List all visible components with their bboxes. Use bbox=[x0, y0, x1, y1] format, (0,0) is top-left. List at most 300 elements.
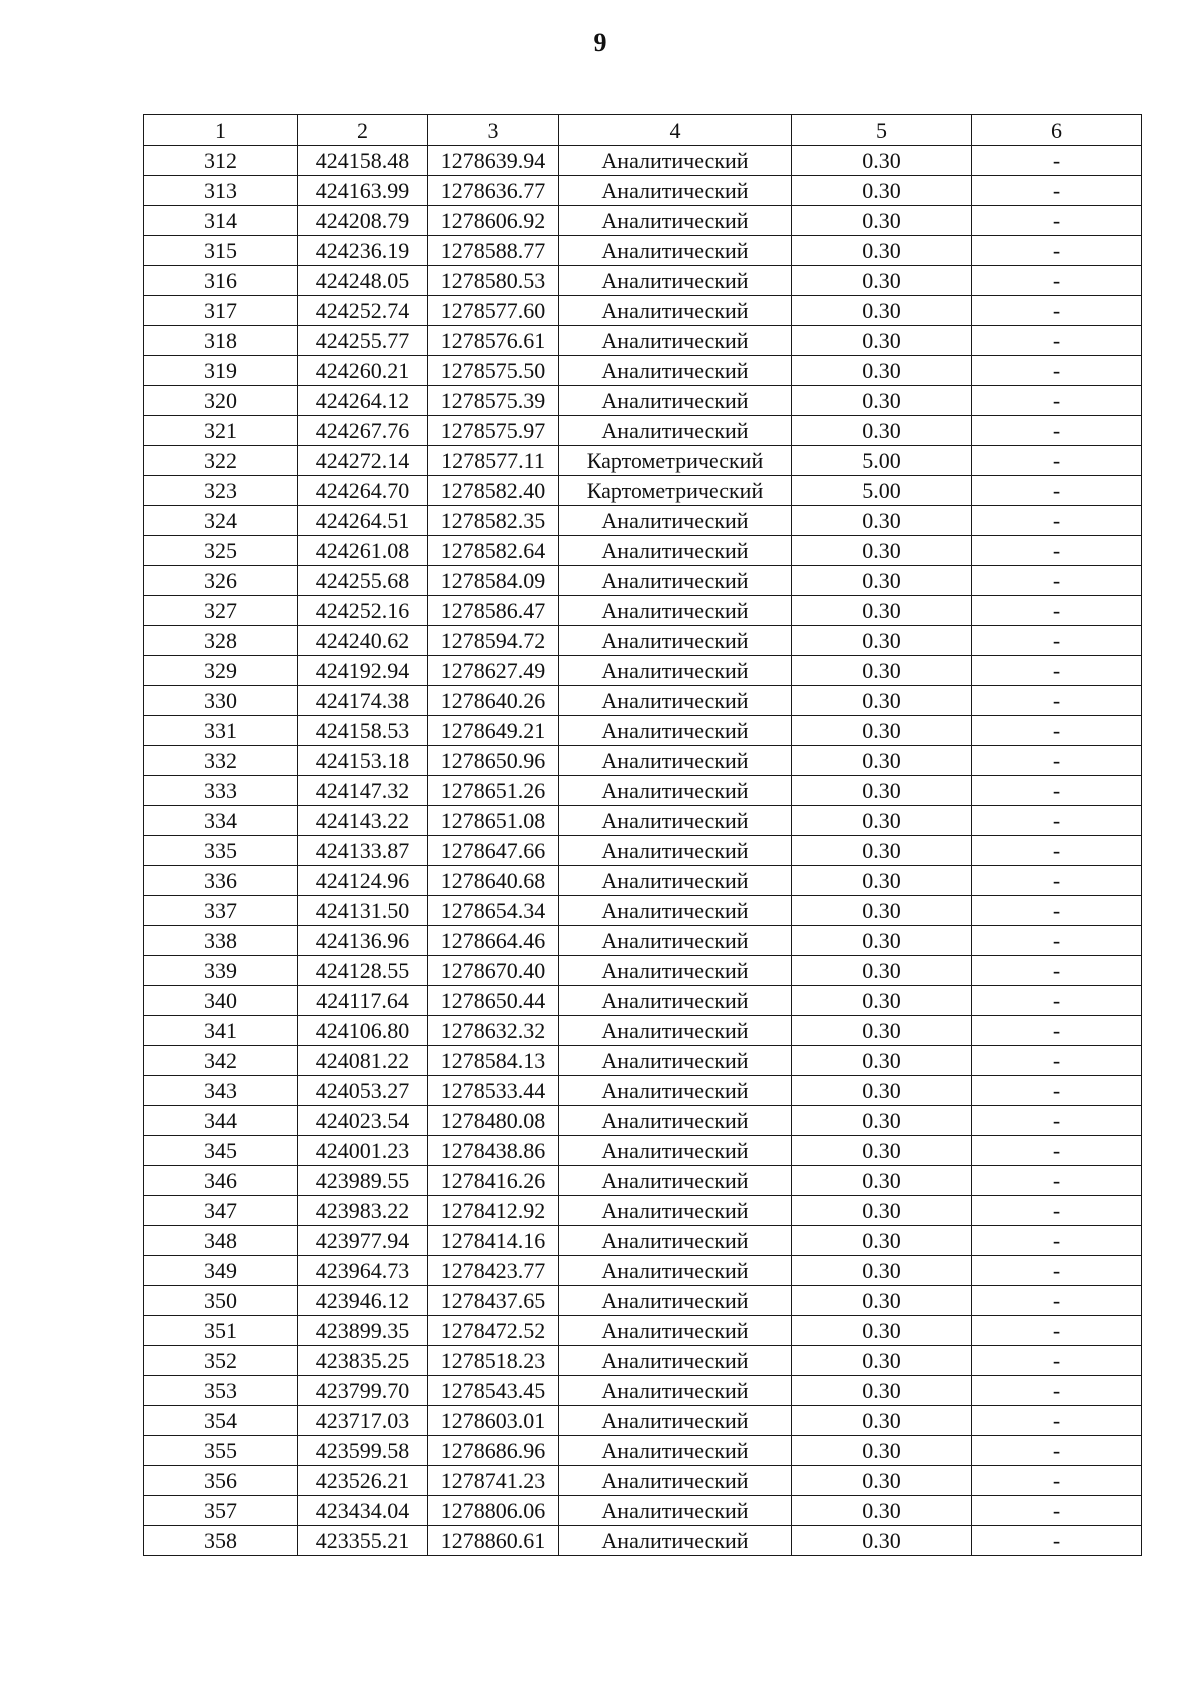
y-coordinate-cell: 1278580.53 bbox=[428, 266, 559, 296]
x-coordinate-cell: 424124.96 bbox=[298, 866, 428, 896]
point-number-cell: 316 bbox=[144, 266, 298, 296]
point-number-cell: 345 bbox=[144, 1136, 298, 1166]
note-cell: - bbox=[972, 356, 1142, 386]
method-cell: Аналитический bbox=[559, 356, 792, 386]
x-coordinate-cell: 423526.21 bbox=[298, 1466, 428, 1496]
note-cell: - bbox=[972, 1376, 1142, 1406]
point-number-cell: 346 bbox=[144, 1166, 298, 1196]
y-coordinate-cell: 1278860.61 bbox=[428, 1526, 559, 1556]
accuracy-cell: 0.30 bbox=[792, 866, 972, 896]
note-cell: - bbox=[972, 446, 1142, 476]
table-row bbox=[144, 626, 1142, 656]
method-cell: Аналитический bbox=[559, 1496, 792, 1526]
x-coordinate-cell: 424264.51 bbox=[298, 506, 428, 536]
point-number-cell: 335 bbox=[144, 836, 298, 866]
x-coordinate-cell: 424133.87 bbox=[298, 836, 428, 866]
y-coordinate-cell: 1278647.66 bbox=[428, 836, 559, 866]
point-number-cell: 358 bbox=[144, 1526, 298, 1556]
method-cell: Картометрический bbox=[559, 446, 792, 476]
y-coordinate-cell: 1278575.97 bbox=[428, 416, 559, 446]
note-cell: - bbox=[972, 566, 1142, 596]
accuracy-cell: 0.30 bbox=[792, 1256, 972, 1286]
table-row bbox=[144, 776, 1142, 806]
accuracy-cell: 0.30 bbox=[792, 506, 972, 536]
table-row bbox=[144, 1406, 1142, 1436]
point-number-cell: 354 bbox=[144, 1406, 298, 1436]
point-number-cell: 342 bbox=[144, 1046, 298, 1076]
y-coordinate-cell: 1278636.77 bbox=[428, 176, 559, 206]
y-coordinate-cell: 1278594.72 bbox=[428, 626, 559, 656]
accuracy-cell: 0.30 bbox=[792, 1016, 972, 1046]
accuracy-cell: 0.30 bbox=[792, 746, 972, 776]
y-coordinate-cell: 1278586.47 bbox=[428, 596, 559, 626]
x-coordinate-cell: 423434.04 bbox=[298, 1496, 428, 1526]
x-coordinate-cell: 424023.54 bbox=[298, 1106, 428, 1136]
accuracy-cell: 0.30 bbox=[792, 236, 972, 266]
point-number-cell: 348 bbox=[144, 1226, 298, 1256]
y-coordinate-cell: 1278480.08 bbox=[428, 1106, 559, 1136]
method-cell: Аналитический bbox=[559, 596, 792, 626]
y-coordinate-cell: 1278651.08 bbox=[428, 806, 559, 836]
note-cell: - bbox=[972, 1496, 1142, 1526]
table-row bbox=[144, 506, 1142, 536]
y-coordinate-cell: 1278686.96 bbox=[428, 1436, 559, 1466]
y-coordinate-cell: 1278632.32 bbox=[428, 1016, 559, 1046]
method-cell: Аналитический bbox=[559, 956, 792, 986]
point-number-cell: 334 bbox=[144, 806, 298, 836]
point-number-cell: 344 bbox=[144, 1106, 298, 1136]
accuracy-cell: 0.30 bbox=[792, 1106, 972, 1136]
accuracy-cell: 0.30 bbox=[792, 206, 972, 236]
method-cell: Аналитический bbox=[559, 326, 792, 356]
table-row bbox=[144, 206, 1142, 236]
x-coordinate-cell: 424136.96 bbox=[298, 926, 428, 956]
table-row bbox=[144, 1256, 1142, 1286]
point-number-cell: 331 bbox=[144, 716, 298, 746]
point-number-cell: 321 bbox=[144, 416, 298, 446]
method-cell: Аналитический bbox=[559, 836, 792, 866]
accuracy-cell: 0.30 bbox=[792, 626, 972, 656]
method-cell: Аналитический bbox=[559, 1346, 792, 1376]
note-cell: - bbox=[972, 656, 1142, 686]
note-cell: - bbox=[972, 866, 1142, 896]
point-number-cell: 319 bbox=[144, 356, 298, 386]
table-row bbox=[144, 1136, 1142, 1166]
note-cell: - bbox=[972, 1526, 1142, 1556]
x-coordinate-cell: 424158.53 bbox=[298, 716, 428, 746]
method-cell: Аналитический bbox=[559, 1316, 792, 1346]
y-coordinate-cell: 1278472.52 bbox=[428, 1316, 559, 1346]
accuracy-cell: 0.30 bbox=[792, 1166, 972, 1196]
point-number-cell: 320 bbox=[144, 386, 298, 416]
y-coordinate-cell: 1278582.40 bbox=[428, 476, 559, 506]
y-coordinate-cell: 1278437.65 bbox=[428, 1286, 559, 1316]
note-cell: - bbox=[972, 326, 1142, 356]
accuracy-cell: 0.30 bbox=[792, 296, 972, 326]
note-cell: - bbox=[972, 1046, 1142, 1076]
table-row bbox=[144, 1106, 1142, 1136]
method-cell: Аналитический bbox=[559, 1376, 792, 1406]
method-cell: Аналитический bbox=[559, 506, 792, 536]
table-row bbox=[144, 746, 1142, 776]
header-cell-5: 5 bbox=[792, 115, 972, 146]
table-row bbox=[144, 476, 1142, 506]
note-cell: - bbox=[972, 146, 1142, 176]
note-cell: - bbox=[972, 1076, 1142, 1106]
note-cell: - bbox=[972, 776, 1142, 806]
method-cell: Аналитический bbox=[559, 416, 792, 446]
y-coordinate-cell: 1278416.26 bbox=[428, 1166, 559, 1196]
note-cell: - bbox=[972, 1196, 1142, 1226]
method-cell: Аналитический bbox=[559, 146, 792, 176]
note-cell: - bbox=[972, 386, 1142, 416]
accuracy-cell: 0.30 bbox=[792, 566, 972, 596]
point-number-cell: 350 bbox=[144, 1286, 298, 1316]
table-row bbox=[144, 1286, 1142, 1316]
method-cell: Аналитический bbox=[559, 1136, 792, 1166]
x-coordinate-cell: 424264.12 bbox=[298, 386, 428, 416]
method-cell: Аналитический bbox=[559, 296, 792, 326]
point-number-cell: 328 bbox=[144, 626, 298, 656]
note-cell: - bbox=[972, 1016, 1142, 1046]
method-cell: Аналитический bbox=[559, 566, 792, 596]
point-number-cell: 343 bbox=[144, 1076, 298, 1106]
x-coordinate-cell: 423835.25 bbox=[298, 1346, 428, 1376]
accuracy-cell: 5.00 bbox=[792, 476, 972, 506]
method-cell: Аналитический bbox=[559, 746, 792, 776]
table-row bbox=[144, 896, 1142, 926]
accuracy-cell: 0.30 bbox=[792, 656, 972, 686]
method-cell: Аналитический bbox=[559, 926, 792, 956]
table-row bbox=[144, 686, 1142, 716]
y-coordinate-cell: 1278606.92 bbox=[428, 206, 559, 236]
note-cell: - bbox=[972, 686, 1142, 716]
accuracy-cell: 0.30 bbox=[792, 1196, 972, 1226]
table-row bbox=[144, 416, 1142, 446]
y-coordinate-cell: 1278575.39 bbox=[428, 386, 559, 416]
method-cell: Аналитический bbox=[559, 176, 792, 206]
point-number-cell: 347 bbox=[144, 1196, 298, 1226]
table-row bbox=[144, 1436, 1142, 1466]
table-row bbox=[144, 566, 1142, 596]
y-coordinate-cell: 1278588.77 bbox=[428, 236, 559, 266]
note-cell: - bbox=[972, 266, 1142, 296]
table-row bbox=[144, 146, 1142, 176]
accuracy-cell: 0.30 bbox=[792, 146, 972, 176]
note-cell: - bbox=[972, 536, 1142, 566]
table-row bbox=[144, 1496, 1142, 1526]
note-cell: - bbox=[972, 236, 1142, 266]
header-cell-3: 3 bbox=[428, 115, 559, 146]
note-cell: - bbox=[972, 1316, 1142, 1346]
note-cell: - bbox=[972, 926, 1142, 956]
header-cell-1: 1 bbox=[144, 115, 298, 146]
x-coordinate-cell: 423899.35 bbox=[298, 1316, 428, 1346]
method-cell: Аналитический bbox=[559, 1436, 792, 1466]
accuracy-cell: 0.30 bbox=[792, 1436, 972, 1466]
y-coordinate-cell: 1278670.40 bbox=[428, 956, 559, 986]
x-coordinate-cell: 424264.70 bbox=[298, 476, 428, 506]
method-cell: Аналитический bbox=[559, 1016, 792, 1046]
x-coordinate-cell: 424255.77 bbox=[298, 326, 428, 356]
y-coordinate-cell: 1278438.86 bbox=[428, 1136, 559, 1166]
note-cell: - bbox=[972, 956, 1142, 986]
table-row bbox=[144, 806, 1142, 836]
y-coordinate-cell: 1278603.01 bbox=[428, 1406, 559, 1436]
y-coordinate-cell: 1278414.16 bbox=[428, 1226, 559, 1256]
point-number-cell: 322 bbox=[144, 446, 298, 476]
point-number-cell: 352 bbox=[144, 1346, 298, 1376]
accuracy-cell: 0.30 bbox=[792, 716, 972, 746]
accuracy-cell: 0.30 bbox=[792, 1076, 972, 1106]
y-coordinate-cell: 1278575.50 bbox=[428, 356, 559, 386]
x-coordinate-cell: 424106.80 bbox=[298, 1016, 428, 1046]
y-coordinate-cell: 1278412.92 bbox=[428, 1196, 559, 1226]
y-coordinate-cell: 1278584.13 bbox=[428, 1046, 559, 1076]
x-coordinate-cell: 424252.74 bbox=[298, 296, 428, 326]
x-coordinate-cell: 424081.22 bbox=[298, 1046, 428, 1076]
table-row bbox=[144, 1526, 1142, 1556]
method-cell: Аналитический bbox=[559, 776, 792, 806]
method-cell: Аналитический bbox=[559, 716, 792, 746]
point-number-cell: 318 bbox=[144, 326, 298, 356]
accuracy-cell: 0.30 bbox=[792, 1286, 972, 1316]
y-coordinate-cell: 1278423.77 bbox=[428, 1256, 559, 1286]
x-coordinate-cell: 424240.62 bbox=[298, 626, 428, 656]
x-coordinate-cell: 424267.76 bbox=[298, 416, 428, 446]
method-cell: Аналитический bbox=[559, 206, 792, 236]
table-row bbox=[144, 1196, 1142, 1226]
header-cell-2: 2 bbox=[298, 115, 428, 146]
note-cell: - bbox=[972, 1436, 1142, 1466]
x-coordinate-cell: 424261.08 bbox=[298, 536, 428, 566]
accuracy-cell: 0.30 bbox=[792, 1346, 972, 1376]
y-coordinate-cell: 1278582.35 bbox=[428, 506, 559, 536]
note-cell: - bbox=[972, 1136, 1142, 1166]
header-cell-6: 6 bbox=[972, 115, 1142, 146]
accuracy-cell: 0.30 bbox=[792, 836, 972, 866]
accuracy-cell: 0.30 bbox=[792, 356, 972, 386]
x-coordinate-cell: 424153.18 bbox=[298, 746, 428, 776]
method-cell: Аналитический bbox=[559, 1106, 792, 1136]
point-number-cell: 324 bbox=[144, 506, 298, 536]
point-number-cell: 351 bbox=[144, 1316, 298, 1346]
table-row bbox=[144, 956, 1142, 986]
x-coordinate-cell: 423989.55 bbox=[298, 1166, 428, 1196]
note-cell: - bbox=[972, 596, 1142, 626]
table-row bbox=[144, 866, 1142, 896]
point-number-cell: 314 bbox=[144, 206, 298, 236]
note-cell: - bbox=[972, 1286, 1142, 1316]
accuracy-cell: 0.30 bbox=[792, 266, 972, 296]
header-cell-4: 4 bbox=[559, 115, 792, 146]
accuracy-cell: 0.30 bbox=[792, 596, 972, 626]
table-row bbox=[144, 656, 1142, 686]
note-cell: - bbox=[972, 1106, 1142, 1136]
point-number-cell: 339 bbox=[144, 956, 298, 986]
point-number-cell: 340 bbox=[144, 986, 298, 1016]
x-coordinate-cell: 424252.16 bbox=[298, 596, 428, 626]
x-coordinate-cell: 423946.12 bbox=[298, 1286, 428, 1316]
note-cell: - bbox=[972, 206, 1142, 236]
table-row bbox=[144, 716, 1142, 746]
method-cell: Аналитический bbox=[559, 1076, 792, 1106]
y-coordinate-cell: 1278640.26 bbox=[428, 686, 559, 716]
x-coordinate-cell: 424236.19 bbox=[298, 236, 428, 266]
x-coordinate-cell: 423983.22 bbox=[298, 1196, 428, 1226]
x-coordinate-cell: 424131.50 bbox=[298, 896, 428, 926]
x-coordinate-cell: 424174.38 bbox=[298, 686, 428, 716]
accuracy-cell: 0.30 bbox=[792, 1466, 972, 1496]
point-number-cell: 313 bbox=[144, 176, 298, 206]
y-coordinate-cell: 1278577.11 bbox=[428, 446, 559, 476]
method-cell: Аналитический bbox=[559, 1526, 792, 1556]
accuracy-cell: 0.30 bbox=[792, 776, 972, 806]
x-coordinate-cell: 424117.64 bbox=[298, 986, 428, 1016]
y-coordinate-cell: 1278649.21 bbox=[428, 716, 559, 746]
x-coordinate-cell: 424158.48 bbox=[298, 146, 428, 176]
table-row bbox=[144, 1046, 1142, 1076]
table-row bbox=[144, 1376, 1142, 1406]
x-coordinate-cell: 424255.68 bbox=[298, 566, 428, 596]
accuracy-cell: 0.30 bbox=[792, 1226, 972, 1256]
accuracy-cell: 0.30 bbox=[792, 986, 972, 1016]
point-number-cell: 330 bbox=[144, 686, 298, 716]
y-coordinate-cell: 1278806.06 bbox=[428, 1496, 559, 1526]
accuracy-cell: 0.30 bbox=[792, 686, 972, 716]
x-coordinate-cell: 424147.32 bbox=[298, 776, 428, 806]
note-cell: - bbox=[972, 746, 1142, 776]
note-cell: - bbox=[972, 1406, 1142, 1436]
accuracy-cell: 0.30 bbox=[792, 1526, 972, 1556]
table-row bbox=[144, 1346, 1142, 1376]
accuracy-cell: 0.30 bbox=[792, 536, 972, 566]
accuracy-cell: 5.00 bbox=[792, 446, 972, 476]
y-coordinate-cell: 1278651.26 bbox=[428, 776, 559, 806]
method-cell: Аналитический bbox=[559, 1046, 792, 1076]
y-coordinate-cell: 1278582.64 bbox=[428, 536, 559, 566]
y-coordinate-cell: 1278650.96 bbox=[428, 746, 559, 776]
note-cell: - bbox=[972, 176, 1142, 206]
x-coordinate-cell: 423977.94 bbox=[298, 1226, 428, 1256]
x-coordinate-cell: 424128.55 bbox=[298, 956, 428, 986]
note-cell: - bbox=[972, 716, 1142, 746]
point-number-cell: 337 bbox=[144, 896, 298, 926]
point-number-cell: 312 bbox=[144, 146, 298, 176]
note-cell: - bbox=[972, 506, 1142, 536]
method-cell: Аналитический bbox=[559, 656, 792, 686]
table-header bbox=[144, 115, 1142, 146]
point-number-cell: 323 bbox=[144, 476, 298, 506]
method-cell: Аналитический bbox=[559, 1406, 792, 1436]
point-number-cell: 349 bbox=[144, 1256, 298, 1286]
accuracy-cell: 0.30 bbox=[792, 386, 972, 416]
method-cell: Аналитический bbox=[559, 1256, 792, 1286]
method-cell: Аналитический bbox=[559, 896, 792, 926]
table-body bbox=[144, 146, 1142, 1556]
table-row bbox=[144, 236, 1142, 266]
y-coordinate-cell: 1278650.44 bbox=[428, 986, 559, 1016]
method-cell: Аналитический bbox=[559, 536, 792, 566]
y-coordinate-cell: 1278627.49 bbox=[428, 656, 559, 686]
method-cell: Аналитический bbox=[559, 806, 792, 836]
x-coordinate-cell: 424260.21 bbox=[298, 356, 428, 386]
table-row bbox=[144, 596, 1142, 626]
method-cell: Аналитический bbox=[559, 1226, 792, 1256]
point-number-cell: 336 bbox=[144, 866, 298, 896]
method-cell: Аналитический bbox=[559, 1166, 792, 1196]
table-row bbox=[144, 1166, 1142, 1196]
note-cell: - bbox=[972, 1466, 1142, 1496]
method-cell: Аналитический bbox=[559, 626, 792, 656]
x-coordinate-cell: 423355.21 bbox=[298, 1526, 428, 1556]
method-cell: Аналитический bbox=[559, 1196, 792, 1226]
point-number-cell: 315 bbox=[144, 236, 298, 266]
y-coordinate-cell: 1278576.61 bbox=[428, 326, 559, 356]
table-row bbox=[144, 176, 1142, 206]
method-cell: Аналитический bbox=[559, 1286, 792, 1316]
table-row bbox=[144, 266, 1142, 296]
method-cell: Картометрический bbox=[559, 476, 792, 506]
note-cell: - bbox=[972, 1346, 1142, 1376]
x-coordinate-cell: 424248.05 bbox=[298, 266, 428, 296]
method-cell: Аналитический bbox=[559, 986, 792, 1016]
header-row bbox=[144, 115, 1142, 146]
y-coordinate-cell: 1278543.45 bbox=[428, 1376, 559, 1406]
x-coordinate-cell: 424163.99 bbox=[298, 176, 428, 206]
y-coordinate-cell: 1278533.44 bbox=[428, 1076, 559, 1106]
point-number-cell: 329 bbox=[144, 656, 298, 686]
x-coordinate-cell: 423599.58 bbox=[298, 1436, 428, 1466]
table-row bbox=[144, 296, 1142, 326]
x-coordinate-cell: 424001.23 bbox=[298, 1136, 428, 1166]
y-coordinate-cell: 1278639.94 bbox=[428, 146, 559, 176]
note-cell: - bbox=[972, 896, 1142, 926]
accuracy-cell: 0.30 bbox=[792, 1136, 972, 1166]
note-cell: - bbox=[972, 986, 1142, 1016]
note-cell: - bbox=[972, 1166, 1142, 1196]
y-coordinate-cell: 1278664.46 bbox=[428, 926, 559, 956]
table-row bbox=[144, 326, 1142, 356]
table-row bbox=[144, 836, 1142, 866]
point-number-cell: 317 bbox=[144, 296, 298, 326]
table-row bbox=[144, 1076, 1142, 1106]
note-cell: - bbox=[972, 806, 1142, 836]
point-number-cell: 357 bbox=[144, 1496, 298, 1526]
accuracy-cell: 0.30 bbox=[792, 956, 972, 986]
note-cell: - bbox=[972, 1226, 1142, 1256]
table-row bbox=[144, 926, 1142, 956]
method-cell: Аналитический bbox=[559, 236, 792, 266]
x-coordinate-cell: 424053.27 bbox=[298, 1076, 428, 1106]
method-cell: Аналитический bbox=[559, 866, 792, 896]
note-cell: - bbox=[972, 416, 1142, 446]
table-row bbox=[144, 986, 1142, 1016]
method-cell: Аналитический bbox=[559, 386, 792, 416]
point-number-cell: 355 bbox=[144, 1436, 298, 1466]
y-coordinate-cell: 1278584.09 bbox=[428, 566, 559, 596]
point-number-cell: 325 bbox=[144, 536, 298, 566]
table-row bbox=[144, 1316, 1142, 1346]
coordinates-table bbox=[143, 114, 1142, 1556]
method-cell: Аналитический bbox=[559, 266, 792, 296]
table-row bbox=[144, 536, 1142, 566]
method-cell: Аналитический bbox=[559, 1466, 792, 1496]
point-number-cell: 333 bbox=[144, 776, 298, 806]
accuracy-cell: 0.30 bbox=[792, 806, 972, 836]
x-coordinate-cell: 423717.03 bbox=[298, 1406, 428, 1436]
point-number-cell: 327 bbox=[144, 596, 298, 626]
